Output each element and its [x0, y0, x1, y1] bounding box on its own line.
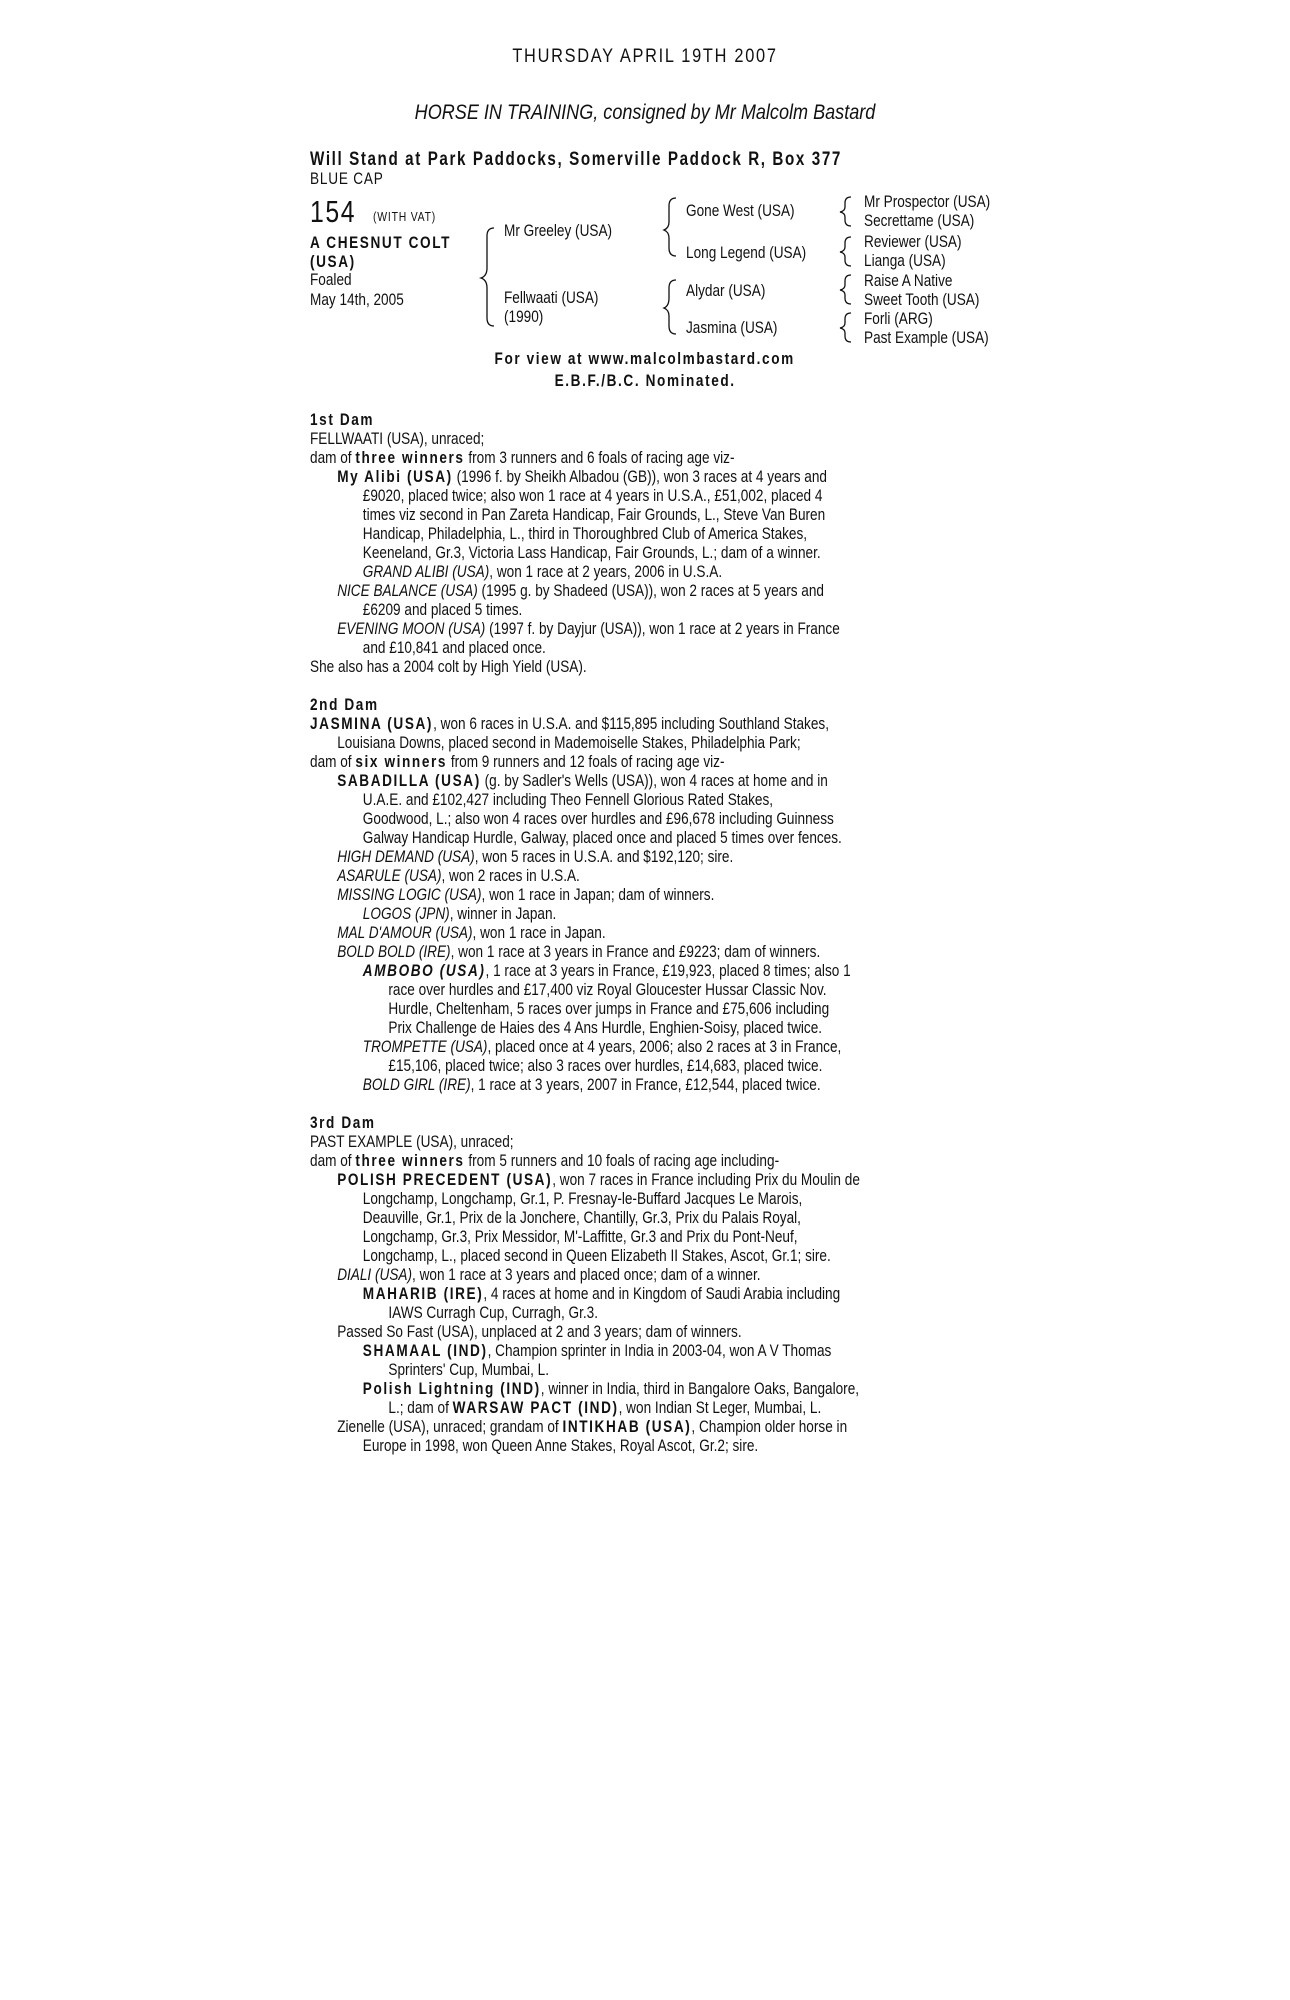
produce-line: Longchamp, L., placed second in Queen Elizabeth II Stakes, Ascot, Gr.1; sire. [362, 1246, 831, 1265]
foaled-label: Foaled [310, 270, 352, 289]
produce-line: race over hurdles and £17,400 viz Royal Gloucester Hussar Classic Nov. [388, 980, 827, 999]
pedigree-braces [0, 0, 1290, 360]
third-dam-section [310, 1113, 1130, 1455]
sale-date: THURSDAY APRIL 19TH 2007 [512, 46, 778, 67]
produce-line: Longchamp, Gr.3, Prix Messidor, M'-Laffitte, Gr.3 and Prix du Pont-Neuf, [362, 1227, 798, 1246]
pedigree-sss: Mr Prospector (USA) [864, 192, 991, 211]
produce-line: Polish Lightning (IND), winner in India, third in Bangalore Oaks, Bangalore, [362, 1379, 860, 1398]
pedigree-dam-dam: Jasmina (USA) [686, 318, 778, 337]
pedigree-ssd: Secrettame (USA) [864, 211, 975, 230]
produce-line: AMBOBO (USA), 1 race at 3 years in France, £19,923, placed 8 times; also 1 [362, 961, 851, 980]
produce-line: ASARULE (USA), won 2 races in U.S.A. [337, 866, 580, 885]
dam-line: JASMINA (USA), won 6 races in U.S.A. and $115,895 including Southland Stakes, [310, 714, 829, 733]
horse-description: A CHESNUT COLT [310, 233, 452, 252]
produce-line: Zienelle (USA), unraced; grandam of INTIKHAB (USA), Champion older horse in [337, 1417, 848, 1436]
pedigree-sire-dam: Long Legend (USA) [686, 243, 807, 262]
produce-line: Europe in 1998, won Queen Anne Stakes, Royal Ascot, Gr.2; sire. [362, 1436, 759, 1455]
dam-line: dam of three winners from 3 runners and 6 foals of racing age viz- [310, 448, 735, 467]
produce-line: MAL D'AMOUR (USA), won 1 race in Japan. [337, 923, 606, 942]
produce-line: BOLD BOLD (IRE), won 1 race at 3 years in France and £9223; dam of winners. [337, 942, 821, 961]
stand-location: Will Stand at Park Paddocks, Somerville Paddock R, Box 377 [310, 149, 842, 170]
produce-line: GRAND ALIBI (USA), won 1 race at 2 years, 2006 in U.S.A. [362, 562, 723, 581]
produce-line: NICE BALANCE (USA) (1995 g. by Shadeed (USA)), won 2 races at 5 years and [337, 581, 824, 600]
consignment-heading: HORSE IN TRAINING, consigned by Mr Malcolm Bastard [414, 101, 876, 124]
produce-line: Hurdle, Cheltenham, 5 races over jumps in France and £75,606 including [388, 999, 830, 1018]
produce-line: IAWS Curragh Cup, Curragh, Gr.3. [388, 1303, 599, 1322]
produce-line: L.; dam of WARSAW PACT (IND), won Indian St Leger, Mumbai, L. [388, 1398, 822, 1417]
pedigree-sire-sire: Gone West (USA) [686, 201, 795, 220]
produce-line: £15,106, placed twice; also 3 races over hurdles, £14,683, placed twice. [388, 1056, 823, 1075]
pedigree-ddd: Past Example (USA) [864, 328, 989, 347]
produce-line: Longchamp, Longchamp, Gr.1, P. Fresnay-le-Buffard Jacques Le Marois, [362, 1189, 803, 1208]
dam-line: PAST EXAMPLE (USA), unraced; [310, 1132, 514, 1151]
produce-line: TROMPETTE (USA), placed once at 4 years, 2006; also 2 races at 3 in France, [362, 1037, 842, 1056]
pedigree-dam: Fellwaati (USA) [504, 288, 599, 307]
produce-line: U.A.E. and £102,427 including Theo Fennell Glorious Rated Stakes, [362, 790, 774, 809]
produce-line: MISSING LOGIC (USA), won 1 race in Japan; dam of winners. [337, 885, 715, 904]
produce-line: BOLD GIRL (IRE), 1 race at 3 years, 2007 in France, £12,544, placed twice. [362, 1075, 821, 1094]
produce-line: SHAMAAL (IND), Champion sprinter in India in 2003-04, won A V Thomas [362, 1341, 832, 1360]
nomination-note: E.B.F./B.C. Nominated. [554, 371, 736, 390]
produce-line: Handicap, Philadelphia, L., third in Thoroughbred Club of America Stakes, [362, 524, 808, 543]
section-heading: 3rd Dam [310, 1113, 376, 1132]
pedigree-dss: Raise A Native [864, 271, 953, 290]
produce-line: Galway Handicap Hurdle, Galway, placed once and placed 5 times over fences. [362, 828, 842, 847]
pedigree-dds: Forli (ARG) [864, 309, 933, 328]
produce-line: DIALI (USA), won 1 race at 3 years and placed once; dam of a winner. [337, 1265, 761, 1284]
pedigree-sdd: Lianga (USA) [864, 251, 946, 270]
produce-line: HIGH DEMAND (USA), won 5 races in U.S.A. and $192,120; sire. [337, 847, 734, 866]
horse-origin: (USA) [310, 252, 356, 271]
vat-note: (WITH VAT) [373, 209, 437, 224]
produce-line: times viz second in Pan Zareta Handicap, Fair Grounds, L., Steve Van Buren [362, 505, 826, 524]
dam-line: dam of six winners from 9 runners and 12 foals of racing age viz- [310, 752, 725, 771]
produce-line: MAHARIB (IRE), 4 races at home and in Kingdom of Saudi Arabia including [362, 1284, 841, 1303]
produce-line: POLISH PRECEDENT (USA), won 7 races in France including Prix du Moulin de [337, 1170, 860, 1189]
produce-line: £6209 and placed 5 times. [362, 600, 523, 619]
dam-line: dam of three winners from 5 runners and 10 foals of racing age including- [310, 1151, 780, 1170]
first-dam-section [310, 410, 1130, 676]
produce-record [310, 410, 1130, 1455]
foaled-date: May 14th, 2005 [310, 290, 404, 309]
produce-line: She also has a 2004 colt by High Yield (USA). [310, 657, 587, 676]
produce-line: and £10,841 and placed once. [362, 638, 546, 657]
pedigree-dam-year: (1990) [504, 307, 544, 326]
produce-line: £9020, placed twice; also won 1 race at 4 years in U.S.A., £51,002, placed 4 [362, 486, 823, 505]
produce-line: EVENING MOON (USA) (1997 f. by Dayjur (USA)), won 1 race at 2 years in France [337, 619, 840, 638]
produce-line: Goodwood, L.; also won 4 races over hurdles and £96,678 including Guinness [362, 809, 834, 828]
produce-line: Keeneland, Gr.3, Victoria Lass Handicap, Fair Grounds, L.; dam of a winner. [362, 543, 821, 562]
dam-line: Louisiana Downs, placed second in Mademoiselle Stakes, Philadelphia Park; [337, 733, 801, 752]
produce-line: Deauville, Gr.1, Prix de la Jonchere, Chantilly, Gr.3, Prix du Palais Royal, [362, 1208, 801, 1227]
cap-colour: BLUE CAP [310, 169, 384, 188]
section-heading: 2nd Dam [310, 695, 379, 714]
pedigree-sire: Mr Greeley (USA) [504, 221, 613, 240]
pedigree-sds: Reviewer (USA) [864, 232, 962, 251]
produce-line: My Alibi (USA) (1996 f. by Sheikh Albadou (GB)), won 3 races at 4 years and [337, 467, 827, 486]
produce-line: Sprinters' Cup, Mumbai, L. [388, 1360, 549, 1379]
produce-line: Prix Challenge de Haies des 4 Ans Hurdle, Enghien-Soisy, placed twice. [388, 1018, 823, 1037]
website-note: For view at www.malcolmbastard.com [494, 349, 796, 368]
lot-number: 154 [310, 194, 357, 229]
dam-line: FELLWAATI (USA), unraced; [310, 429, 485, 448]
section-heading: 1st Dam [310, 410, 375, 429]
produce-line: Passed So Fast (USA), unplaced at 2 and 3 years; dam of winners. [337, 1322, 742, 1341]
pedigree-dam-sire: Alydar (USA) [686, 281, 766, 300]
produce-line: LOGOS (JPN), winner in Japan. [362, 904, 557, 923]
second-dam-section [310, 695, 1130, 1094]
pedigree-dsd: Sweet Tooth (USA) [864, 290, 980, 309]
produce-line: SABADILLA (USA) (g. by Sadler's Wells (USA)), won 4 races at home and in [337, 771, 828, 790]
